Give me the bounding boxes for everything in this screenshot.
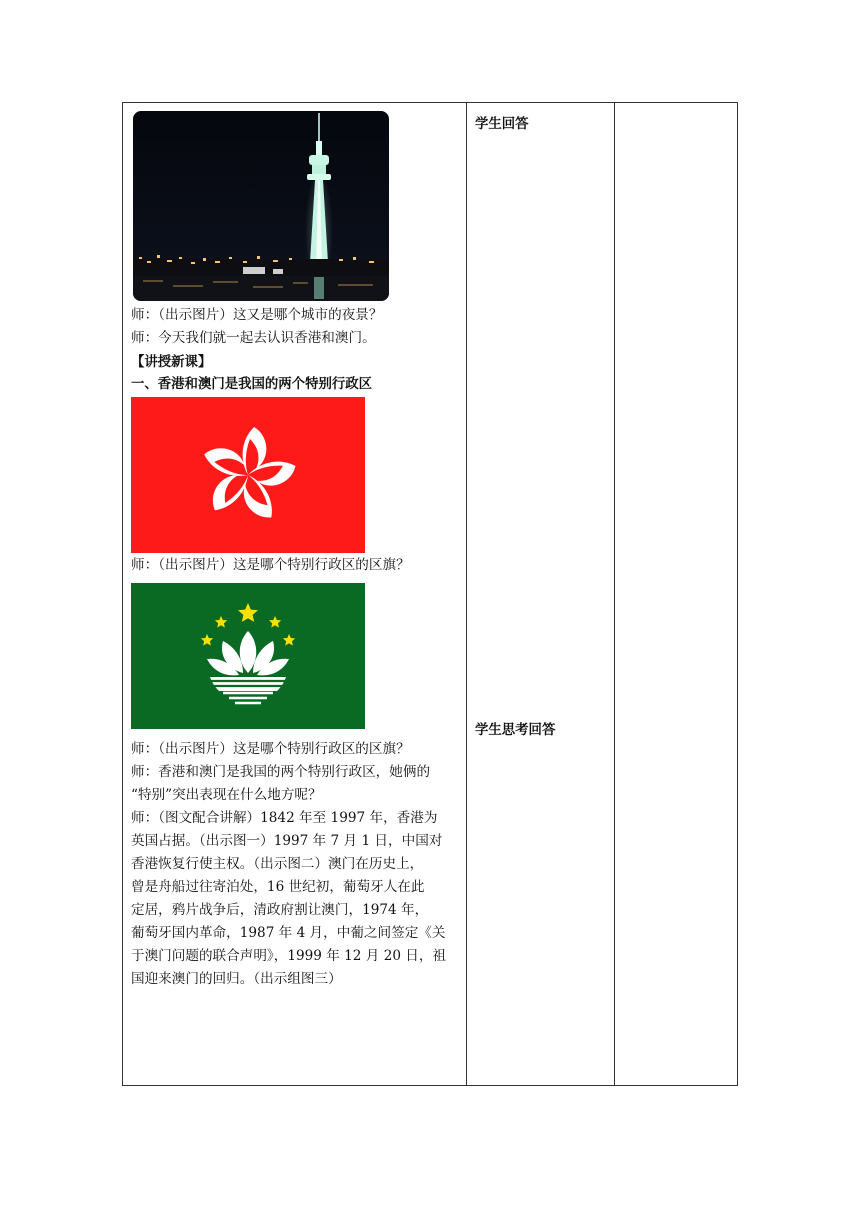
paragraph-history-line-5: 定居，鸦片战争后，清政府割让澳门，1974 年， xyxy=(131,902,429,918)
section-subheading: 一、香港和澳门是我国的两个特别行政区 xyxy=(131,377,373,392)
paragraph-history-line-1: 师：（图文配合讲解）1842 年至 1997 年，香港为 xyxy=(131,810,438,826)
paragraph-history-line-6: 葡萄牙国内革命，1987 年 4 月，中葡之间签定《关 xyxy=(131,925,446,941)
paragraph-history-line-4: 曾是舟船过往寄泊处，16 世纪初，葡萄牙人在此 xyxy=(131,879,425,895)
teacher-line-2: 师：今天我们就一起去认识香港和澳门。 xyxy=(131,330,376,346)
hong-kong-flag xyxy=(131,397,365,553)
paragraph-history-line-7: 于澳门问题的联合声明》，1999 年 12 月 20 日，祖 xyxy=(131,948,447,964)
paragraph-history-line-3: 香港恢复行使主权。（出示图二）澳门在历史上， xyxy=(131,856,424,872)
macau-flag xyxy=(131,583,365,729)
column-divider-student xyxy=(466,103,467,1085)
teacher-line-1: 师：（出示图片）这又是哪个城市的夜景？ xyxy=(131,307,383,323)
student-answer-1: 学生回答 xyxy=(475,117,529,132)
student-answer-2: 学生思考回答 xyxy=(475,723,556,738)
paragraph-special-line-2: “特别”突出表现在什么地方呢？ xyxy=(131,787,322,803)
macau-tower-night-photo xyxy=(133,111,389,301)
hk-flag-caption: 师：（出示图片）这是哪个特别行政区的区旗？ xyxy=(131,557,410,573)
column-divider-notes xyxy=(614,103,615,1085)
lesson-table xyxy=(122,102,738,1086)
paragraph-special-line-1: 师：香港和澳门是我国的两个特别行政区，她俩的 xyxy=(131,764,431,780)
macau-flag-caption: 师：（出示图片）这是哪个特别行政区的区旗？ xyxy=(131,741,410,757)
paragraph-history-line-2: 英国占据。（出示图一）1997 年 7 月 1 日，中国对 xyxy=(131,833,443,849)
paragraph-history-line-8: 国迎来澳门的回归。（出示组图三） xyxy=(131,971,342,987)
section-heading: 【讲授新课】 xyxy=(131,355,212,370)
